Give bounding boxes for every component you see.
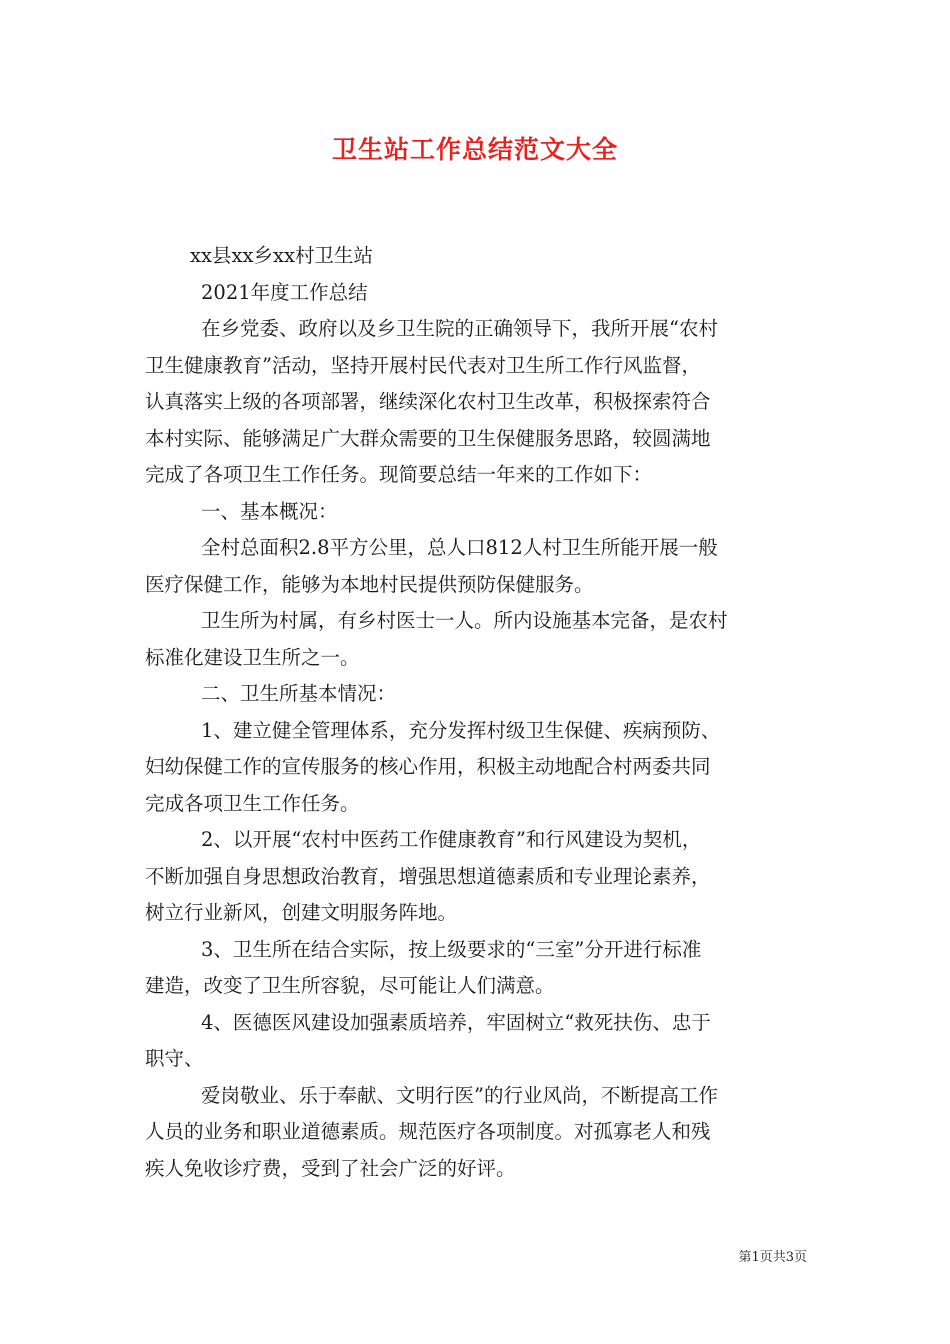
text-line: 医疗保健工作，能够为本地村民提供预防保健服务。 [145, 572, 594, 596]
text-line: 1、建立健全管理体系，充分发挥村级卫生保健、疾病预防、 [201, 718, 721, 742]
text-line: 在乡党委、政府以及乡卫生院的正确领导下，我所开展“农村 [201, 317, 718, 340]
text-line: 完成了各项卫生工作任务。现简要总结一年来的工作如下： [145, 463, 653, 486]
text-line: 树立行业新风，创建文明服务阵地。 [145, 901, 458, 924]
text-line: 2021年度工作总结 [201, 280, 368, 304]
text-line: 职守、 [145, 1047, 204, 1070]
document-body [145, 238, 810, 1187]
text-line: 卫生健康教育”活动，坚持开展村民代表对卫生所工作行风监督， [145, 353, 701, 377]
document-title: 卫生站工作总结范文大全 [331, 135, 618, 164]
text-line: 4、医德医风建设加强素质培养，牢固树立“救死扶伤、忠于 [201, 1010, 711, 1034]
text-line: 3、卫生所在结合实际，按上级要求的“三室”分开进行标准 [201, 937, 702, 961]
text-line: 2、以开展“农村中医药工作健康教育”和行风建设为契机， [201, 828, 702, 851]
text-line: 完成各项卫生工作任务。 [145, 791, 360, 815]
text-line: 卫生所为村属，有乡村医士一人。所内设施基本完备，是农村 [201, 609, 728, 632]
section-heading: 二、卫生所基本情况： [201, 682, 397, 705]
text-line: 妇幼保健工作的宣传服务的核心作用，积极主动地配合村两委共同 [145, 755, 711, 778]
text-line: 疾人免收诊疗费，受到了社会广泛的好评。 [145, 1156, 516, 1180]
text-line: 全村总面积2.8平方公里，总人口812人村卫生所能开展一般 [201, 536, 718, 559]
text-line: 认真落实上级的各项部署，继续深化农村卫生改革，积极探索符合 [145, 390, 711, 413]
text-line: xx县xx乡xx村卫生站 [190, 244, 373, 267]
text-line: 标准化建设卫生所之一。 [145, 645, 360, 669]
section-heading: 一、基本概况： [201, 499, 338, 523]
text-line: 人员的业务和职业道德素质。规范医疗各项制度。对孤寡老人和残 [145, 1120, 711, 1143]
text-line: 建造，改变了卫生所容貌，尽可能让人们满意。 [145, 974, 555, 997]
text-line: 不断加强自身思想政治教育，增强思想道德素质和专业理论素养， [145, 864, 711, 888]
text-line: 爱岗敬业、乐于奉献、文明行医”的行业风尚，不断提高工作 [201, 1083, 718, 1107]
page-number: 第1页共3页 [738, 1250, 807, 1265]
text-line: 本村实际、能够满足广大群众需要的卫生保健服务思路，较圆满地 [145, 426, 711, 450]
